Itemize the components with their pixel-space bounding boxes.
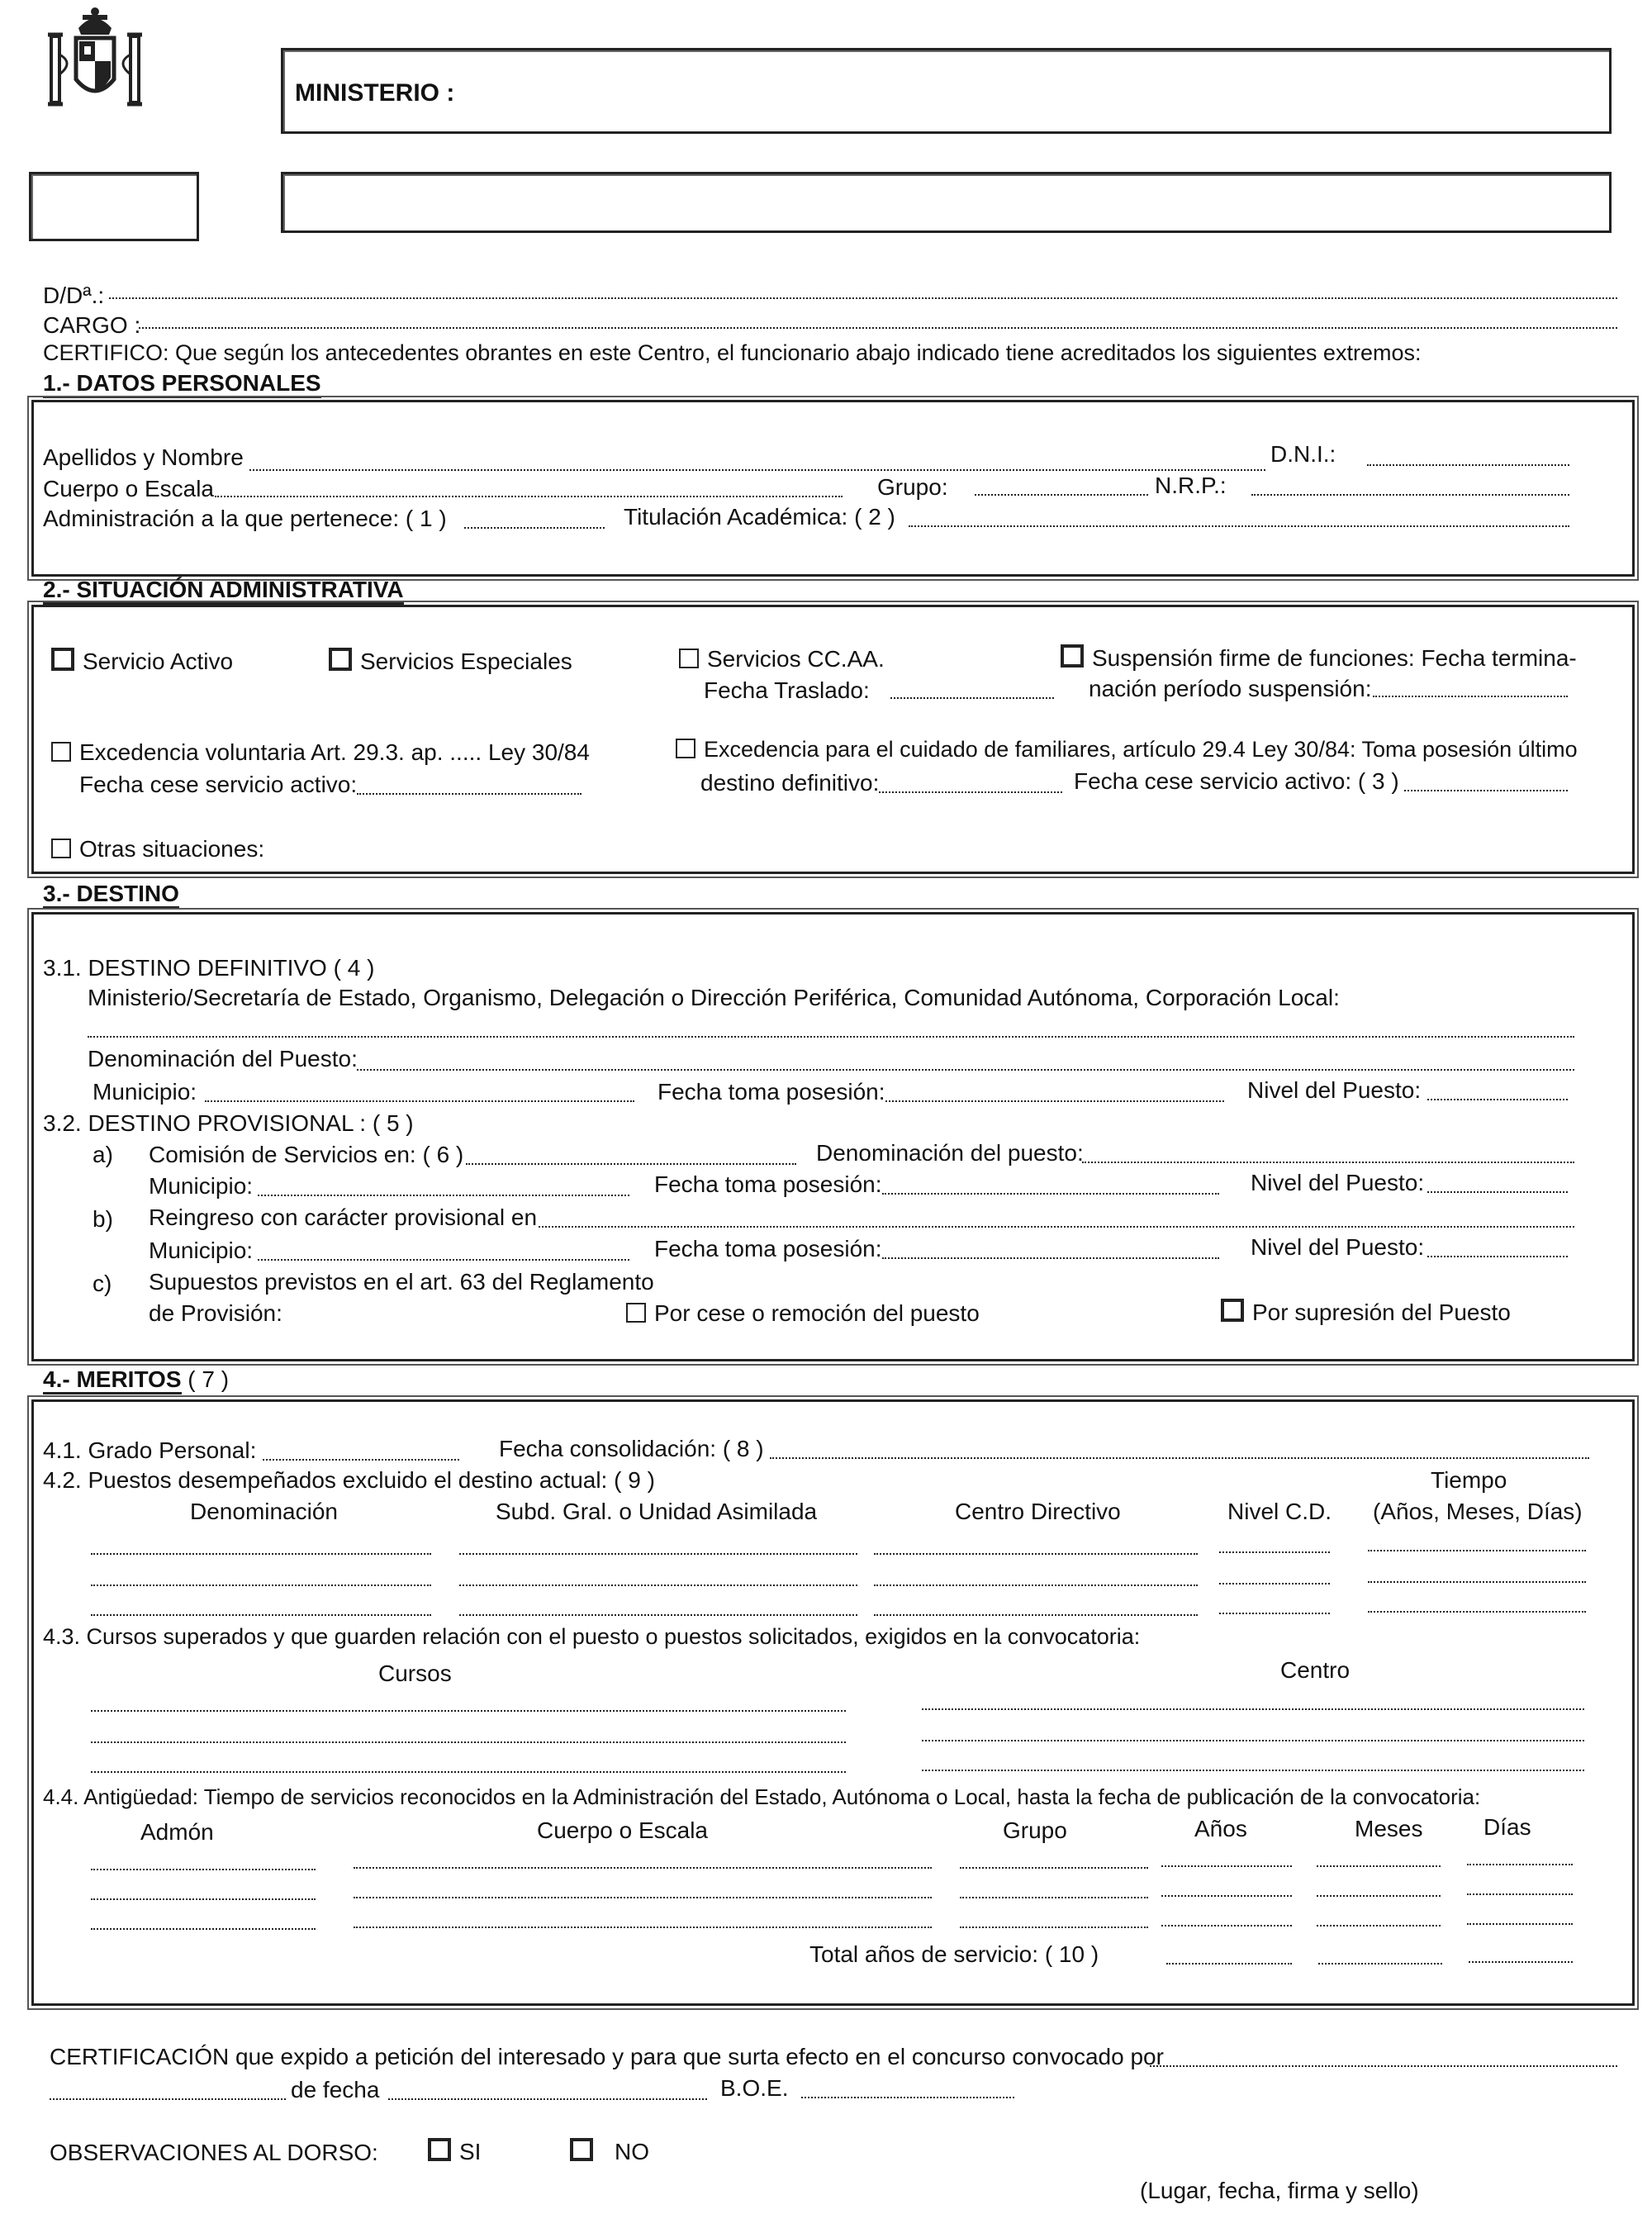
col-tiempo: (Años, Meses, Días) <box>1373 1499 1583 1524</box>
suspension-checkbox[interactable] <box>1061 644 1084 668</box>
puestos-r3-subd[interactable] <box>459 1614 857 1616</box>
fecha-consolidacion-field[interactable] <box>770 1457 1589 1459</box>
certificacion-text: CERTIFICACIÓN que expido a petición del interesado y para que surta efecto en el concurso convocado por <box>50 2044 1164 2069</box>
col-cursos: Cursos <box>378 1660 452 1686</box>
fecha-toma-field[interactable] <box>885 1100 1224 1102</box>
excedencia-voluntaria-checkbox[interactable] <box>51 742 71 762</box>
fecha-traslado-field[interactable] <box>890 697 1054 699</box>
municipio-b-field[interactable] <box>258 1259 629 1261</box>
excedencia-cuidado-option[interactable]: Excedencia para el cuidado de familiares, artículo 29.4 Ley 30/84: Toma posesión último <box>676 737 1578 763</box>
antig-r1-meses[interactable] <box>1317 1865 1441 1867</box>
de-fecha-label: de fecha <box>291 2077 380 2102</box>
titulacion-field[interactable] <box>909 525 1569 527</box>
destino-definitivo-label: destino definitivo: <box>700 770 880 796</box>
destino-definitivo-heading: 3.1. DESTINO DEFINITIVO ( 4 ) <box>43 955 375 981</box>
cursos-intro: 4.3. Cursos superados y que guarden relación con el puesto o puestos solicitados, exigidos en la convocatoria: <box>43 1624 1141 1649</box>
otras-situaciones-checkbox[interactable] <box>51 839 71 858</box>
section2-title: 2.- SITUACIÓN ADMINISTRATIVA <box>43 577 404 603</box>
dni-field[interactable] <box>1367 464 1569 466</box>
supresion-checkbox[interactable] <box>1221 1299 1244 1322</box>
fecha-cese-3-field[interactable] <box>1404 790 1568 791</box>
municipio-label: Municipio: <box>93 1079 197 1105</box>
fecha-traslado-label: Fecha Traslado: <box>704 677 870 703</box>
nrp-label: N.R.P.: <box>1155 473 1227 498</box>
dd-field[interactable] <box>109 297 1617 299</box>
item-b-label: b) <box>93 1206 113 1232</box>
puestos-r3-nivel[interactable] <box>1219 1613 1330 1614</box>
municipio-field[interactable] <box>205 1100 634 1102</box>
cuerpo-label: Cuerpo o Escala <box>43 476 215 501</box>
comision-field[interactable] <box>466 1163 796 1165</box>
cese-checkbox[interactable] <box>626 1303 646 1323</box>
municipio-a-field[interactable] <box>258 1195 629 1196</box>
code-box[interactable] <box>29 172 199 241</box>
col-admon: Admón <box>140 1819 214 1845</box>
centro-r3[interactable] <box>922 1770 1584 1771</box>
col-meses: Meses <box>1355 1816 1423 1841</box>
puestos-r2-centro[interactable] <box>874 1584 1198 1586</box>
antig-r2-cuerpo[interactable] <box>354 1897 932 1898</box>
antig-r2-anos[interactable] <box>1161 1895 1292 1897</box>
antig-r1-admon[interactable] <box>91 1869 316 1870</box>
grupo-label: Grupo: <box>877 474 948 500</box>
fecha-consolidacion-label: Fecha consolidación: ( 8 ) <box>499 1436 764 1461</box>
denominacion-puesto-label: Denominación del puesto: <box>816 1140 1084 1166</box>
puestos-r3-denominacion[interactable] <box>91 1614 431 1616</box>
fecha-cese-3-label: Fecha cese servicio activo: ( 3 ) <box>1074 768 1399 794</box>
nivel-a-label: Nivel del Puesto: <box>1251 1170 1425 1195</box>
section1-frame <box>31 400 1635 577</box>
excedencia-voluntaria-option[interactable]: Excedencia voluntaria Art. 29.3. ap. ..... Ley 30/84 <box>51 739 590 766</box>
grado-label: 4.1. Grado Personal: <box>43 1437 257 1463</box>
total-dias-field[interactable] <box>1469 1961 1573 1963</box>
servicios-ccaa-checkbox[interactable] <box>679 649 699 668</box>
section3-title: 3.- DESTINO <box>43 881 179 907</box>
destino-provisional-heading: 3.2. DESTINO PROVISIONAL : ( 5 ) <box>43 1110 414 1136</box>
puestos-r1-centro[interactable] <box>874 1553 1198 1555</box>
reingreso-label: Reingreso con carácter provisional en <box>149 1204 538 1230</box>
si-option[interactable]: SI <box>428 2138 481 2165</box>
excedencia-cuidado-checkbox[interactable] <box>676 739 695 758</box>
convocado-field[interactable] <box>1150 2065 1617 2067</box>
item-c-label: c) <box>93 1271 112 1296</box>
centro-r1[interactable] <box>922 1708 1584 1710</box>
tiempo-heading: Tiempo <box>1431 1467 1507 1493</box>
si-checkbox[interactable] <box>428 2138 451 2161</box>
servicio-activo-option[interactable]: Servicio Activo <box>51 648 233 675</box>
boe-label: B.O.E. <box>720 2075 789 2101</box>
antig-r3-admon[interactable] <box>91 1928 316 1930</box>
no-checkbox[interactable] <box>570 2138 593 2161</box>
fecha-toma-a-field[interactable] <box>882 1193 1219 1195</box>
firma-label: (Lugar, fecha, firma y sello) <box>1140 2178 1419 2203</box>
cursos-r3[interactable] <box>91 1771 846 1773</box>
apellidos-label: Apellidos y Nombre <box>43 444 244 470</box>
antig-r2-grupo[interactable] <box>960 1897 1148 1898</box>
municipio-a-label: Municipio: <box>149 1173 254 1199</box>
supuestos-label: Supuestos previstos en el art. 63 del Reglamento <box>149 1269 654 1295</box>
certifico-text: CERTIFICO: Que según los antecedentes obrantes en este Centro, el funcionario abajo indicado tiene acreditados los siguientes extremos: <box>43 340 1422 365</box>
supresion-option[interactable]: Por supresión del Puesto <box>1221 1299 1511 1326</box>
antig-r2-meses[interactable] <box>1317 1895 1441 1897</box>
fecha-toma-b-label: Fecha toma posesión: <box>654 1236 882 1261</box>
item-a-label: a) <box>93 1142 113 1167</box>
puestos-label: 4.2. Puestos desempeñados excluido el destino actual: ( 9 ) <box>43 1467 655 1493</box>
puestos-r2-denominacion[interactable] <box>91 1584 431 1586</box>
col-centro: Centro <box>1280 1657 1351 1683</box>
antig-r3-grupo[interactable] <box>960 1927 1148 1928</box>
col-cuerpo: Cuerpo o Escala <box>537 1817 709 1843</box>
col-denominacion: Denominación <box>190 1499 338 1524</box>
provision-label: de Provisión: <box>149 1300 282 1326</box>
puestos-r2-nivel[interactable] <box>1219 1583 1330 1584</box>
section4-note: ( 7 ) <box>188 1366 230 1392</box>
puestos-r2-subd[interactable] <box>459 1584 857 1586</box>
antig-r1-cuerpo[interactable] <box>354 1867 932 1869</box>
fecha-toma-label: Fecha toma posesión: <box>657 1079 885 1105</box>
otras-situaciones-option[interactable]: Otras situaciones: <box>51 836 264 862</box>
denominacion-puesto-field[interactable] <box>1082 1162 1574 1163</box>
puestos-r1-denominacion[interactable] <box>91 1553 431 1555</box>
antig-r3-anos[interactable] <box>1161 1925 1292 1927</box>
coat-of-arms-logo <box>33 5 157 121</box>
cargo-label: CARGO : <box>43 312 141 338</box>
fecha-toma-a-label: Fecha toma posesión: <box>654 1171 882 1197</box>
ministerio-label: MINISTERIO : <box>295 79 455 107</box>
section4-title: 4.- MERITOS ( 7 ) <box>43 1366 229 1393</box>
nivel-label: Nivel del Puesto: <box>1247 1077 1422 1103</box>
fecha-toma-b-field[interactable] <box>882 1257 1219 1259</box>
ministerio-box[interactable] <box>281 48 1612 134</box>
de-fecha-field[interactable] <box>388 2098 707 2100</box>
puestos-r1-tiempo[interactable] <box>1368 1550 1586 1551</box>
cargo-field[interactable] <box>139 327 1617 329</box>
cursos-r2[interactable] <box>91 1741 846 1743</box>
cuerpo-field[interactable] <box>215 496 843 497</box>
antig-r2-admon[interactable] <box>91 1898 316 1900</box>
municipio-b-label: Municipio: <box>149 1238 254 1263</box>
boe-field[interactable] <box>801 2097 1014 2098</box>
titulacion-label: Titulación Académica: ( 2 ) <box>624 504 895 530</box>
fecha-cese-field[interactable] <box>357 793 582 795</box>
unit-box[interactable] <box>281 172 1612 233</box>
puestos-r3-tiempo[interactable] <box>1368 1611 1586 1613</box>
col-centro-directivo: Centro Directivo <box>955 1499 1121 1524</box>
cursos-r1[interactable] <box>91 1710 846 1712</box>
suspension-label-2: nación período suspensión: <box>1089 676 1372 701</box>
antig-r2-dias[interactable] <box>1467 1893 1573 1895</box>
observaciones-label: OBSERVACIONES AL DORSO: <box>50 2140 378 2165</box>
total-label: Total años de servicio: ( 10 ) <box>809 1941 1099 1967</box>
section1-title: 1.- DATOS PERSONALES <box>43 370 321 397</box>
cese-option[interactable]: Por cese o remoción del puesto <box>626 1300 980 1327</box>
no-option[interactable]: NO <box>570 2138 649 2165</box>
organismo-field[interactable] <box>88 1036 1574 1038</box>
nivel-field[interactable] <box>1427 1099 1568 1100</box>
suspension-option[interactable]: Suspensión firme de funciones: Fecha termina- <box>1061 644 1577 672</box>
convocado-field-2[interactable] <box>50 2098 286 2100</box>
antig-r3-meses[interactable] <box>1317 1925 1441 1927</box>
puestos-r2-tiempo[interactable] <box>1368 1581 1586 1583</box>
antiguedad-intro: 4.4. Antigüedad: Tiempo de servicios reconocidos en la Administración del Estado, Autónoma o Local, hasta la fecha de publicación de la convocatoria: <box>43 1784 1481 1809</box>
puestos-r1-nivel[interactable] <box>1219 1551 1330 1553</box>
grupo-field[interactable] <box>975 494 1148 496</box>
reingreso-field[interactable] <box>539 1226 1574 1228</box>
dni-label: D.N.I.: <box>1270 441 1336 467</box>
centro-r2[interactable] <box>922 1740 1584 1741</box>
col-grupo: Grupo <box>1003 1817 1067 1843</box>
nivel-b-field[interactable] <box>1427 1256 1568 1257</box>
fecha-cese-label: Fecha cese servicio activo: <box>79 772 358 797</box>
nivel-b-label: Nivel del Puesto: <box>1251 1234 1425 1260</box>
apellidos-field[interactable] <box>249 469 1265 471</box>
destino-definitivo-field[interactable] <box>879 791 1062 793</box>
nrp-field[interactable] <box>1251 494 1569 496</box>
col-anos: Años <box>1194 1816 1247 1841</box>
antig-r1-dias[interactable] <box>1467 1864 1573 1865</box>
ministerio-line-label: Ministerio/Secretaría de Estado, Organismo, Delegación o Dirección Periférica, Comunidad Autónoma, Corporación Local: <box>88 985 1340 1010</box>
dd-label: D/Dª.: <box>43 283 105 308</box>
antig-r1-anos[interactable] <box>1161 1865 1292 1867</box>
denominacion-label: Denominación del Puesto: <box>88 1046 358 1071</box>
servicios-ccaa-option[interactable]: Servicios CC.AA. <box>679 646 885 672</box>
grado-field[interactable] <box>263 1459 459 1461</box>
servicio-activo-checkbox[interactable] <box>51 648 74 671</box>
administracion-field[interactable] <box>464 527 605 529</box>
comision-label: Comisión de Servicios en: ( 6 ) <box>149 1142 464 1167</box>
puestos-r3-centro[interactable] <box>874 1614 1198 1616</box>
col-dias: Días <box>1483 1814 1531 1840</box>
servicios-especiales-option[interactable]: Servicios Especiales <box>329 648 572 675</box>
nivel-a-field[interactable] <box>1427 1191 1568 1193</box>
puestos-r1-subd[interactable] <box>459 1553 857 1555</box>
total-meses-field[interactable] <box>1318 1963 1442 1965</box>
total-anos-field[interactable] <box>1166 1963 1292 1965</box>
antig-r3-dias[interactable] <box>1467 1923 1573 1925</box>
antig-r3-cuerpo[interactable] <box>354 1927 932 1928</box>
denominacion-field[interactable] <box>357 1069 1574 1071</box>
antig-r1-grupo[interactable] <box>960 1867 1148 1869</box>
col-nivel: Nivel C.D. <box>1227 1499 1332 1524</box>
servicios-especiales-checkbox[interactable] <box>329 648 352 671</box>
col-subd: Subd. Gral. o Unidad Asimilada <box>496 1499 818 1524</box>
administracion-label: Administración a la que pertenece: ( 1 ) <box>43 506 447 531</box>
suspension-field[interactable] <box>1373 696 1568 697</box>
